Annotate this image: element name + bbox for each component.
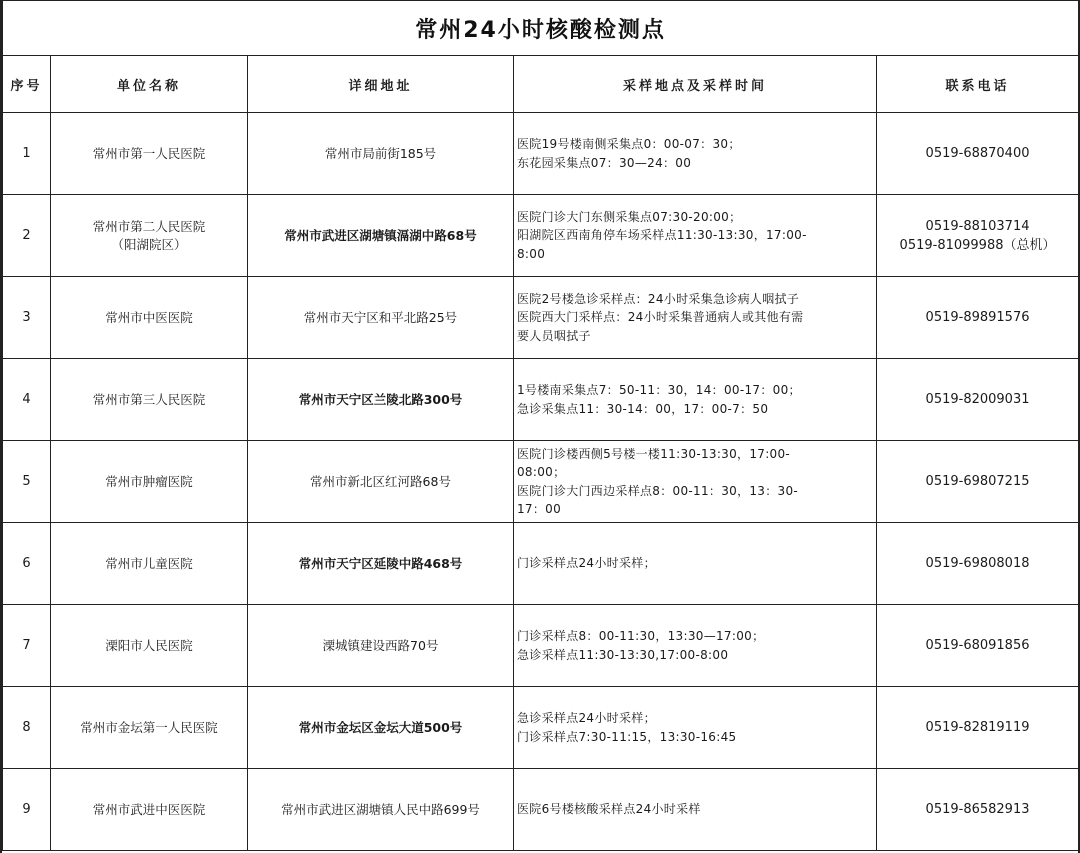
cell-name: [51, 113, 248, 195]
cell-line: 常州市第一人民医院: [92, 145, 206, 161]
cell-address: 常州市武进区湖塘镇滆湖中路68号: [248, 195, 514, 277]
cell-times: [514, 441, 877, 523]
cell-name: [51, 277, 248, 359]
cell-line: 医院19号楼南侧采集点0：00-07：30；: [517, 137, 741, 151]
cell-seq: 6: [3, 523, 51, 605]
cell-phone: [877, 113, 1079, 195]
cell-address: 常州市天宁区兰陵北路300号: [248, 359, 514, 441]
header-address: 详细地址: [248, 56, 514, 113]
title-row: [3, 1, 1079, 56]
table-row: [3, 605, 1079, 687]
cell-line: 医院门诊大门西边采样点8：00-11：30，13：30-: [517, 483, 799, 498]
cell-seq: 2: [3, 195, 51, 277]
table-row: [3, 113, 1079, 195]
cell-line: 常州市金坛第一人民医院: [80, 719, 218, 735]
cell-name: [51, 359, 248, 441]
cell-line: 急诊采集点11：30-14：00，17：00-7：50: [517, 401, 769, 416]
cell-line: 0519-69807215: [925, 474, 1030, 489]
cell-address: 常州市金坛区金坛大道500号: [248, 687, 514, 769]
cell-address: 常州市武进区湖塘镇人民中路699号: [248, 769, 514, 851]
cell-address: 溧城镇建设西路70号: [248, 605, 514, 687]
header-seq: 序号: [3, 56, 51, 113]
cell-times: [514, 687, 877, 769]
cell-name: [51, 687, 248, 769]
cell-line: 0519-88103714: [925, 218, 1030, 234]
table-body: [3, 113, 1079, 851]
cell-times: [514, 195, 877, 277]
cell-line: 17：00: [517, 502, 562, 516]
cell-times: [514, 113, 877, 195]
cell-phone: [877, 441, 1079, 523]
cell-address: 常州市天宁区延陵中路468号: [248, 523, 514, 605]
cell-seq: 5: [3, 441, 51, 523]
table-row: [3, 441, 1079, 523]
cell-phone: [877, 359, 1079, 441]
cell-phone: [877, 195, 1079, 277]
cell-line: 常州市儿童医院: [105, 555, 193, 571]
cell-name: [51, 769, 248, 851]
header-times: 采样地点及采样时间: [514, 56, 877, 113]
cell-name: [51, 523, 248, 605]
testing-sites-table: [2, 0, 1079, 851]
cell-line: 阳湖院区西南角停车场采样点11:30-13:30，17:00-: [517, 228, 807, 243]
cell-line: 0519-68091856: [925, 638, 1030, 653]
cell-name: [51, 195, 248, 277]
cell-line: 门诊采样点8：00-11:30，13:30—17:00；: [517, 629, 765, 643]
cell-line: 8:00: [517, 246, 546, 261]
cell-line: 0519-89891576: [925, 310, 1030, 325]
cell-line: 要人员咽拭子: [517, 328, 591, 343]
cell-times: [514, 523, 877, 605]
table-row: [3, 277, 1079, 359]
cell-phone: [877, 277, 1079, 359]
cell-address: 常州市局前街185号: [248, 113, 514, 195]
cell-line: 医院西大门采样点：24小时采集普通病人或其他有需: [517, 310, 804, 325]
cell-line: 急诊采样点11:30-13:30,17:00-8:00: [517, 647, 729, 662]
table-row: [3, 359, 1079, 441]
cell-line: 常州市武进中医医院: [92, 801, 206, 817]
cell-times: [514, 277, 877, 359]
cell-name: [51, 441, 248, 523]
cell-seq: 9: [3, 769, 51, 851]
cell-line: 0519-81099988（总机）: [899, 237, 1056, 253]
table-row: [3, 523, 1079, 605]
cell-seq: 7: [3, 605, 51, 687]
cell-line: 门诊采样点24小时采样；: [517, 556, 656, 571]
page-title: 常州24小时核酸检测点: [3, 1, 1079, 56]
cell-seq: 4: [3, 359, 51, 441]
cell-line: 医院2号楼急诊采样点：24小时采集急诊病人咽拭子: [517, 291, 800, 306]
cell-line: 0519-82819119: [925, 720, 1030, 735]
cell-line: 常州市中医医院: [105, 309, 193, 325]
cell-phone: [877, 523, 1079, 605]
cell-seq: 1: [3, 113, 51, 195]
cell-line: 0519-86582913: [925, 802, 1030, 817]
table-row: [3, 195, 1079, 277]
cell-times: [514, 769, 877, 851]
cell-address: 常州市新北区红河路68号: [248, 441, 514, 523]
cell-line: 0519-68870400: [925, 146, 1030, 161]
cell-name: [51, 605, 248, 687]
cell-times: [514, 359, 877, 441]
cell-phone: [877, 605, 1079, 687]
cell-line: 常州市肿瘤医院: [105, 473, 193, 489]
cell-line: 常州市第二人民医院: [92, 218, 206, 234]
cell-line: 医院门诊大门东侧采集点07:30-20:00；: [517, 209, 742, 224]
header-name: 单位名称: [51, 56, 248, 113]
cell-address: 常州市天宁区和平北路25号: [248, 277, 514, 359]
cell-phone: [877, 687, 1079, 769]
header-phone: 联系电话: [877, 56, 1079, 113]
header-row: [3, 56, 1079, 113]
cell-line: 08:00；: [517, 465, 566, 479]
cell-line: 医院门诊楼西侧5号楼一楼11:30-13:30，17:00-: [517, 446, 791, 461]
cell-seq: 3: [3, 277, 51, 359]
cell-line: 常州市第三人民医院: [92, 391, 206, 407]
cell-line: 0519-69808018: [925, 556, 1030, 571]
cell-line: 1号楼南采集点7：50-11：30，14：00-17：00；: [517, 383, 801, 397]
cell-seq: 8: [3, 687, 51, 769]
cell-line: 溧阳市人民医院: [105, 637, 193, 653]
cell-line: 0519-82009031: [925, 392, 1030, 407]
cell-phone: [877, 769, 1079, 851]
cell-times: [514, 605, 877, 687]
cell-line: 门诊采样点7:30-11:15，13:30-16:45: [517, 729, 737, 744]
cell-line: 东花园采集点07：30—24：00: [517, 155, 692, 170]
table-row: [3, 769, 1079, 851]
cell-line: （阳湖院区）: [111, 236, 187, 252]
cell-line: 急诊采样点24小时采样；: [517, 711, 656, 725]
cell-line: 医院6号楼核酸采样点24小时采样: [517, 802, 701, 817]
table-row: [3, 687, 1079, 769]
